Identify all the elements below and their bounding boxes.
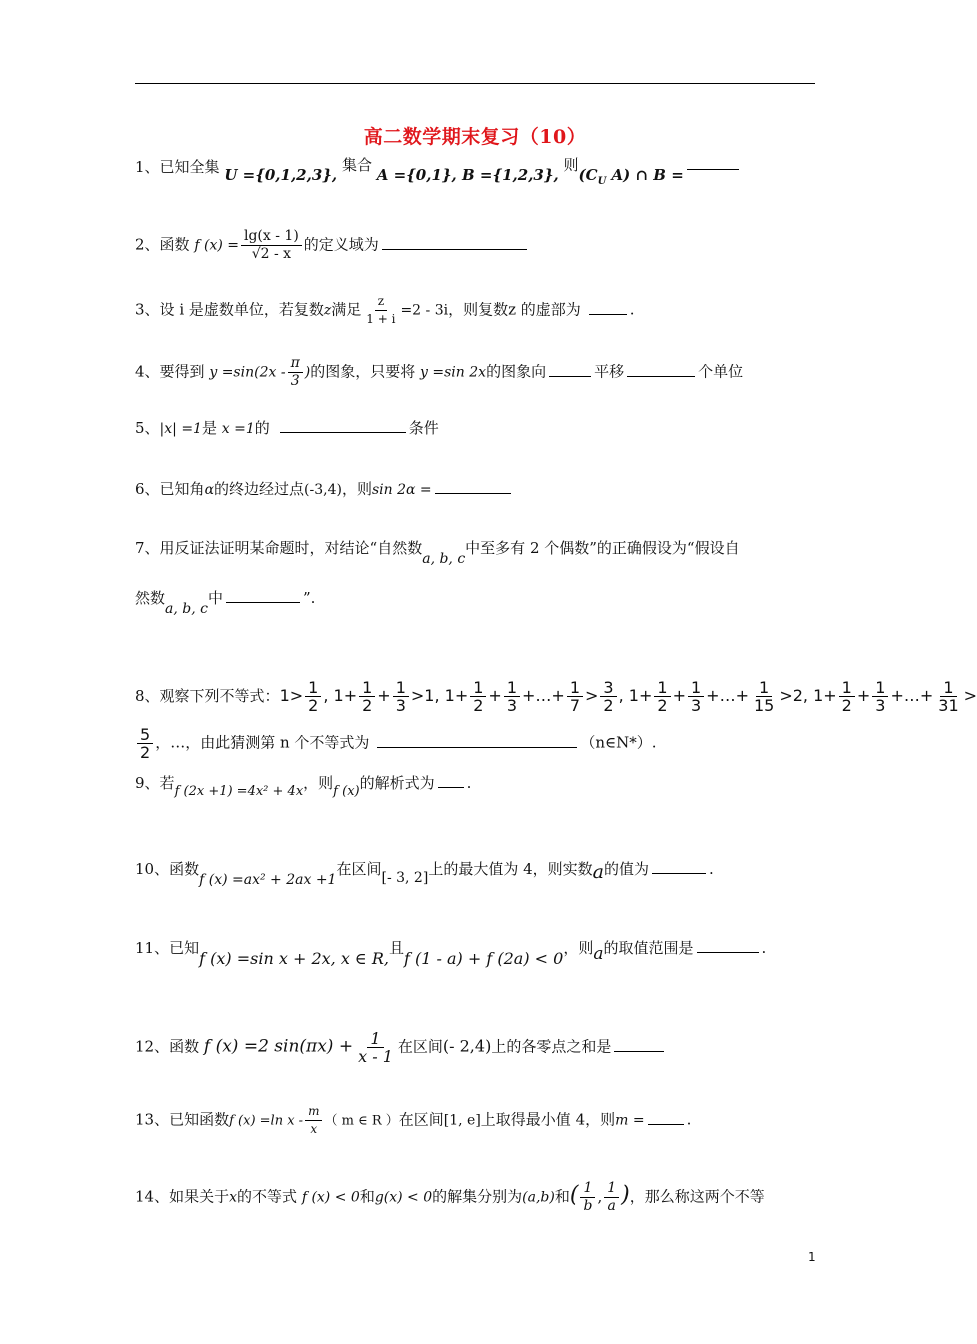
q9-text-b: ，则 — [303, 774, 334, 792]
q5-text-c: 条件 — [408, 419, 439, 437]
question-8-line-2 — [135, 726, 825, 761]
q6-math-b: (-3,4) — [304, 482, 342, 498]
question-1 — [135, 156, 825, 185]
question-number: 6、 — [135, 480, 160, 498]
q3-math-eq: =2 - 3i — [400, 302, 449, 319]
q14-math-d: (a,b) — [522, 1189, 555, 1206]
question-number: 1、 — [135, 158, 160, 176]
q14-math-a: x — [229, 1189, 238, 1206]
q7-math-abc: a, b, c — [422, 551, 466, 567]
question-number: 3、 — [135, 300, 160, 319]
q11-end: . — [761, 939, 767, 957]
answer-blank[interactable] — [435, 479, 511, 494]
q10-text-b: 在区间 — [336, 860, 382, 878]
q3-text-b: 满足 — [331, 300, 362, 319]
q13-frac-num: m — [305, 1103, 322, 1121]
q6-text-b: 的终边经过点 — [214, 480, 305, 498]
q10-text-d: 的值为 — [603, 860, 649, 878]
question-4 — [135, 355, 825, 390]
q13-text-b: 在区间 — [398, 1110, 444, 1129]
q4-text-c: 的图象向 — [486, 362, 547, 381]
q4-frac-num: π — [288, 355, 303, 373]
q6-math-a: α — [204, 482, 215, 498]
answer-blank[interactable] — [652, 859, 706, 874]
q1-text-c: 则 — [563, 156, 579, 174]
answer-blank[interactable] — [627, 362, 695, 377]
q13-math-d: m = — [615, 1112, 645, 1129]
q14-text-b: 的不等式 — [237, 1187, 298, 1206]
question-number: 14、 — [135, 1187, 170, 1206]
q11-math-b: f (1 - a) + f (2a) < 0 — [404, 949, 564, 968]
question-8 — [135, 678, 977, 715]
q2-text: 函数 — [159, 235, 190, 254]
page-title: 高二数学期末复习（10） — [363, 126, 587, 148]
q14-frac1-num: 1 — [580, 1180, 595, 1198]
q13-text: 已知函数 — [169, 1110, 230, 1129]
q9-math-b: f (x) — [333, 784, 360, 799]
question-number: 12、 — [135, 1037, 170, 1056]
q14-frac1-den: b — [583, 1198, 593, 1214]
q1-math-sub: U — [597, 176, 607, 187]
answer-blank[interactable] — [280, 418, 406, 433]
question-number: 9、 — [135, 774, 160, 792]
q14-text-e: 和 — [554, 1187, 570, 1206]
question-number: 5、 — [135, 419, 160, 437]
q12-math-b: (- 2,4) — [442, 1036, 492, 1056]
q11-text-b: 且 — [388, 939, 404, 957]
question-number: 10、 — [135, 860, 170, 878]
question-14: 14、如果关于x的不等式 f (x) < 0和g(x) < 0的解集分别为(a,b)和( $\frac{1}{b}$ , $\frac{1}{a}$ )，那么称这两个不等 — [135, 1180, 765, 1214]
question-7 — [135, 537, 825, 567]
q13-text-c: 上取得最小值 4，则 — [480, 1110, 616, 1129]
q14-frac2-den: a — [607, 1198, 616, 1214]
q12-text-b: 在区间 — [397, 1037, 443, 1056]
answer-blank[interactable] — [549, 362, 591, 377]
q9-math-a: f (2x +1) =4x² + 4x — [174, 784, 304, 799]
q14-text-f: ，那么称这两个不等 — [629, 1187, 765, 1206]
question-11 — [135, 937, 825, 968]
q4-frac-den: 3 — [290, 373, 300, 389]
q10-math-a: f (x) =ax² + 2ax +1 — [199, 872, 337, 888]
q8-frac-5-2: $\frac{5}{2}$ — [137, 726, 153, 761]
q5-text-b: 的 — [254, 419, 270, 437]
page-number: 1 — [808, 1250, 816, 1264]
q14-text-c: 和 — [359, 1187, 375, 1206]
q10-end: . — [708, 860, 714, 878]
q3-math-z: z — [323, 302, 332, 319]
question-10 — [135, 857, 825, 888]
question-3 — [135, 293, 825, 328]
q7-math-abc: a, b, c — [165, 601, 208, 617]
question-number: 4、 — [135, 362, 160, 381]
q7-line2-text-b: 中 — [207, 589, 223, 607]
q12-frac-den: x - 1 — [358, 1047, 393, 1066]
q1-text-b: 集合 — [341, 156, 372, 174]
q8-line2-end: （n∈N*）. — [580, 733, 657, 752]
q14-frac2-num: 1 — [604, 1180, 619, 1198]
q4-math-a: y =sin(2x - — [209, 364, 286, 381]
q10-math-b: [- 3, 2] — [381, 870, 429, 886]
q12-text-c: 上的各零点之和是 — [491, 1037, 612, 1056]
question-number: 11、 — [135, 939, 170, 957]
q11-text-d: 的取值范围是 — [603, 939, 694, 957]
q13-end: . — [686, 1110, 692, 1129]
q13-math-c: [1, e] — [443, 1112, 481, 1129]
header-rule — [135, 83, 815, 84]
answer-blank[interactable] — [687, 155, 739, 170]
q6-math-c: sin 2α = — [371, 482, 432, 498]
question-number: 8、 — [135, 687, 160, 705]
q2-text-b: 的定义域为 — [303, 235, 379, 254]
q4-text-d: 平移 — [594, 362, 625, 381]
q13-math-a: f (x) =ln x - — [229, 1113, 304, 1129]
q1-math-u: U ={0,1,2,3}, — [224, 166, 338, 184]
q11-math-c: a — [593, 944, 604, 964]
question-number: 13、 — [135, 1110, 170, 1129]
q2-frac-den: √2 - x — [251, 246, 292, 262]
question-2 — [135, 228, 825, 263]
q10-text: 函数 — [169, 860, 200, 878]
q3-frac-num: z — [375, 293, 387, 311]
answer-blank[interactable] — [648, 1110, 684, 1125]
q7-line2-text: 然数 — [135, 589, 166, 607]
q4-text: 要得到 — [159, 362, 205, 381]
answer-blank[interactable] — [226, 588, 300, 603]
question-6 — [135, 478, 825, 501]
q3-text-c: ，则复数 — [448, 300, 509, 319]
q14-math-b: f (x) < 0 — [301, 1189, 360, 1206]
q7-line2-end: ”. — [302, 589, 316, 607]
q6-text: 已知角 — [159, 480, 205, 498]
q5-math-b: x =1 — [221, 421, 255, 437]
q8-text: 观察下列不等式： — [159, 687, 280, 705]
q1-math-c2: A) ∩ B = — [611, 166, 684, 184]
q1-text: 已知全集 — [159, 158, 220, 176]
q6-text-c: ，则 — [341, 480, 372, 498]
q3-text-d: z 的虚部为 — [508, 300, 581, 319]
q12-text: 函数 — [169, 1037, 200, 1056]
q11-text: 已知 — [169, 939, 200, 957]
q4-math-b: y =sin 2x — [420, 364, 487, 381]
answer-blank[interactable] — [614, 1037, 664, 1052]
q8-ineq-1: 1> $\frac{1}{2}$ , 1+ $\frac{1}{2}$ + $\frac{1}{3}$ >1, 1+ $\frac{1}{2}$ + $\frac{1}{3}$ +…+ $\frac{1}{7}$ > $\frac{3}{2}$ , 1+ $\frac{1}{2}$ + $\frac{1}{3}$ +…+ $\frac{1}{15}$ >2, 1+ $\frac{1}{2}$ + $\frac{1}{3}$ +…+ $\frac{1}{31}$ > — [279, 678, 977, 715]
q4-text-e: 个单位 — [698, 362, 744, 381]
question-7-line-2 — [135, 587, 825, 617]
q12-math-a: f (x) =2 sin(πx) + — [203, 1036, 354, 1057]
q5-text: 是 — [201, 419, 217, 437]
q2-math-f: f (x) = — [194, 237, 239, 254]
q2-frac-num: lg(x - 1) — [241, 228, 302, 246]
q14-math-c: g(x) < 0 — [374, 1189, 433, 1206]
question-13 — [135, 1103, 825, 1138]
q10-text-c: 上的最大值为 4，则实数 — [428, 860, 593, 878]
q11-math-a: f (x) =sin x + 2x, x ∈ R, — [199, 949, 389, 968]
question-number: 2、 — [135, 235, 160, 254]
q12-frac-num: 1 — [367, 1030, 383, 1048]
question-12 — [135, 1030, 825, 1065]
question-5 — [135, 417, 825, 440]
question-number: 7、 — [135, 539, 160, 557]
q3-end: . — [629, 300, 635, 319]
q8-line2-text: ，…，由此猜测第 n 个不等式为 — [155, 733, 370, 752]
q7-text-b: 中至多有 2 个偶数”的正确假设为“假设自 — [465, 539, 740, 557]
answer-blank[interactable] — [697, 938, 759, 953]
q3-frac-den: 1 + i — [366, 312, 396, 326]
answer-blank[interactable] — [377, 733, 577, 748]
question-9 — [135, 772, 825, 799]
q9-end: . — [466, 774, 472, 792]
q4-math-close: ) — [304, 364, 311, 381]
q10-math-c: a — [592, 861, 604, 883]
q14-text-d: 的解集分别为 — [432, 1187, 523, 1206]
q5-math-a: |x| =1 — [159, 421, 202, 437]
q14-text: 如果关于 — [169, 1187, 230, 1206]
q13-math-b: （ m ∈ R ） — [324, 1113, 399, 1129]
q13-frac-den: x — [310, 1122, 318, 1136]
answer-blank[interactable] — [438, 773, 464, 788]
q1-math-a: A ={0,1}, B ={1,2,3}, — [376, 166, 559, 184]
q3-text: 设 i 是虚数单位，若复数 — [159, 300, 324, 319]
q11-text-c: ，则 — [563, 939, 594, 957]
q1-math-c: (C — [578, 166, 598, 184]
answer-blank[interactable] — [382, 235, 527, 250]
answer-blank[interactable] — [589, 300, 627, 315]
q4-text-b: 的图象，只要将 — [310, 362, 416, 381]
q7-text: 用反证法证明某命题时，对结论“自然数 — [159, 539, 423, 557]
q9-text: 若 — [159, 774, 175, 792]
q9-text-c: 的解析式为 — [359, 774, 435, 792]
